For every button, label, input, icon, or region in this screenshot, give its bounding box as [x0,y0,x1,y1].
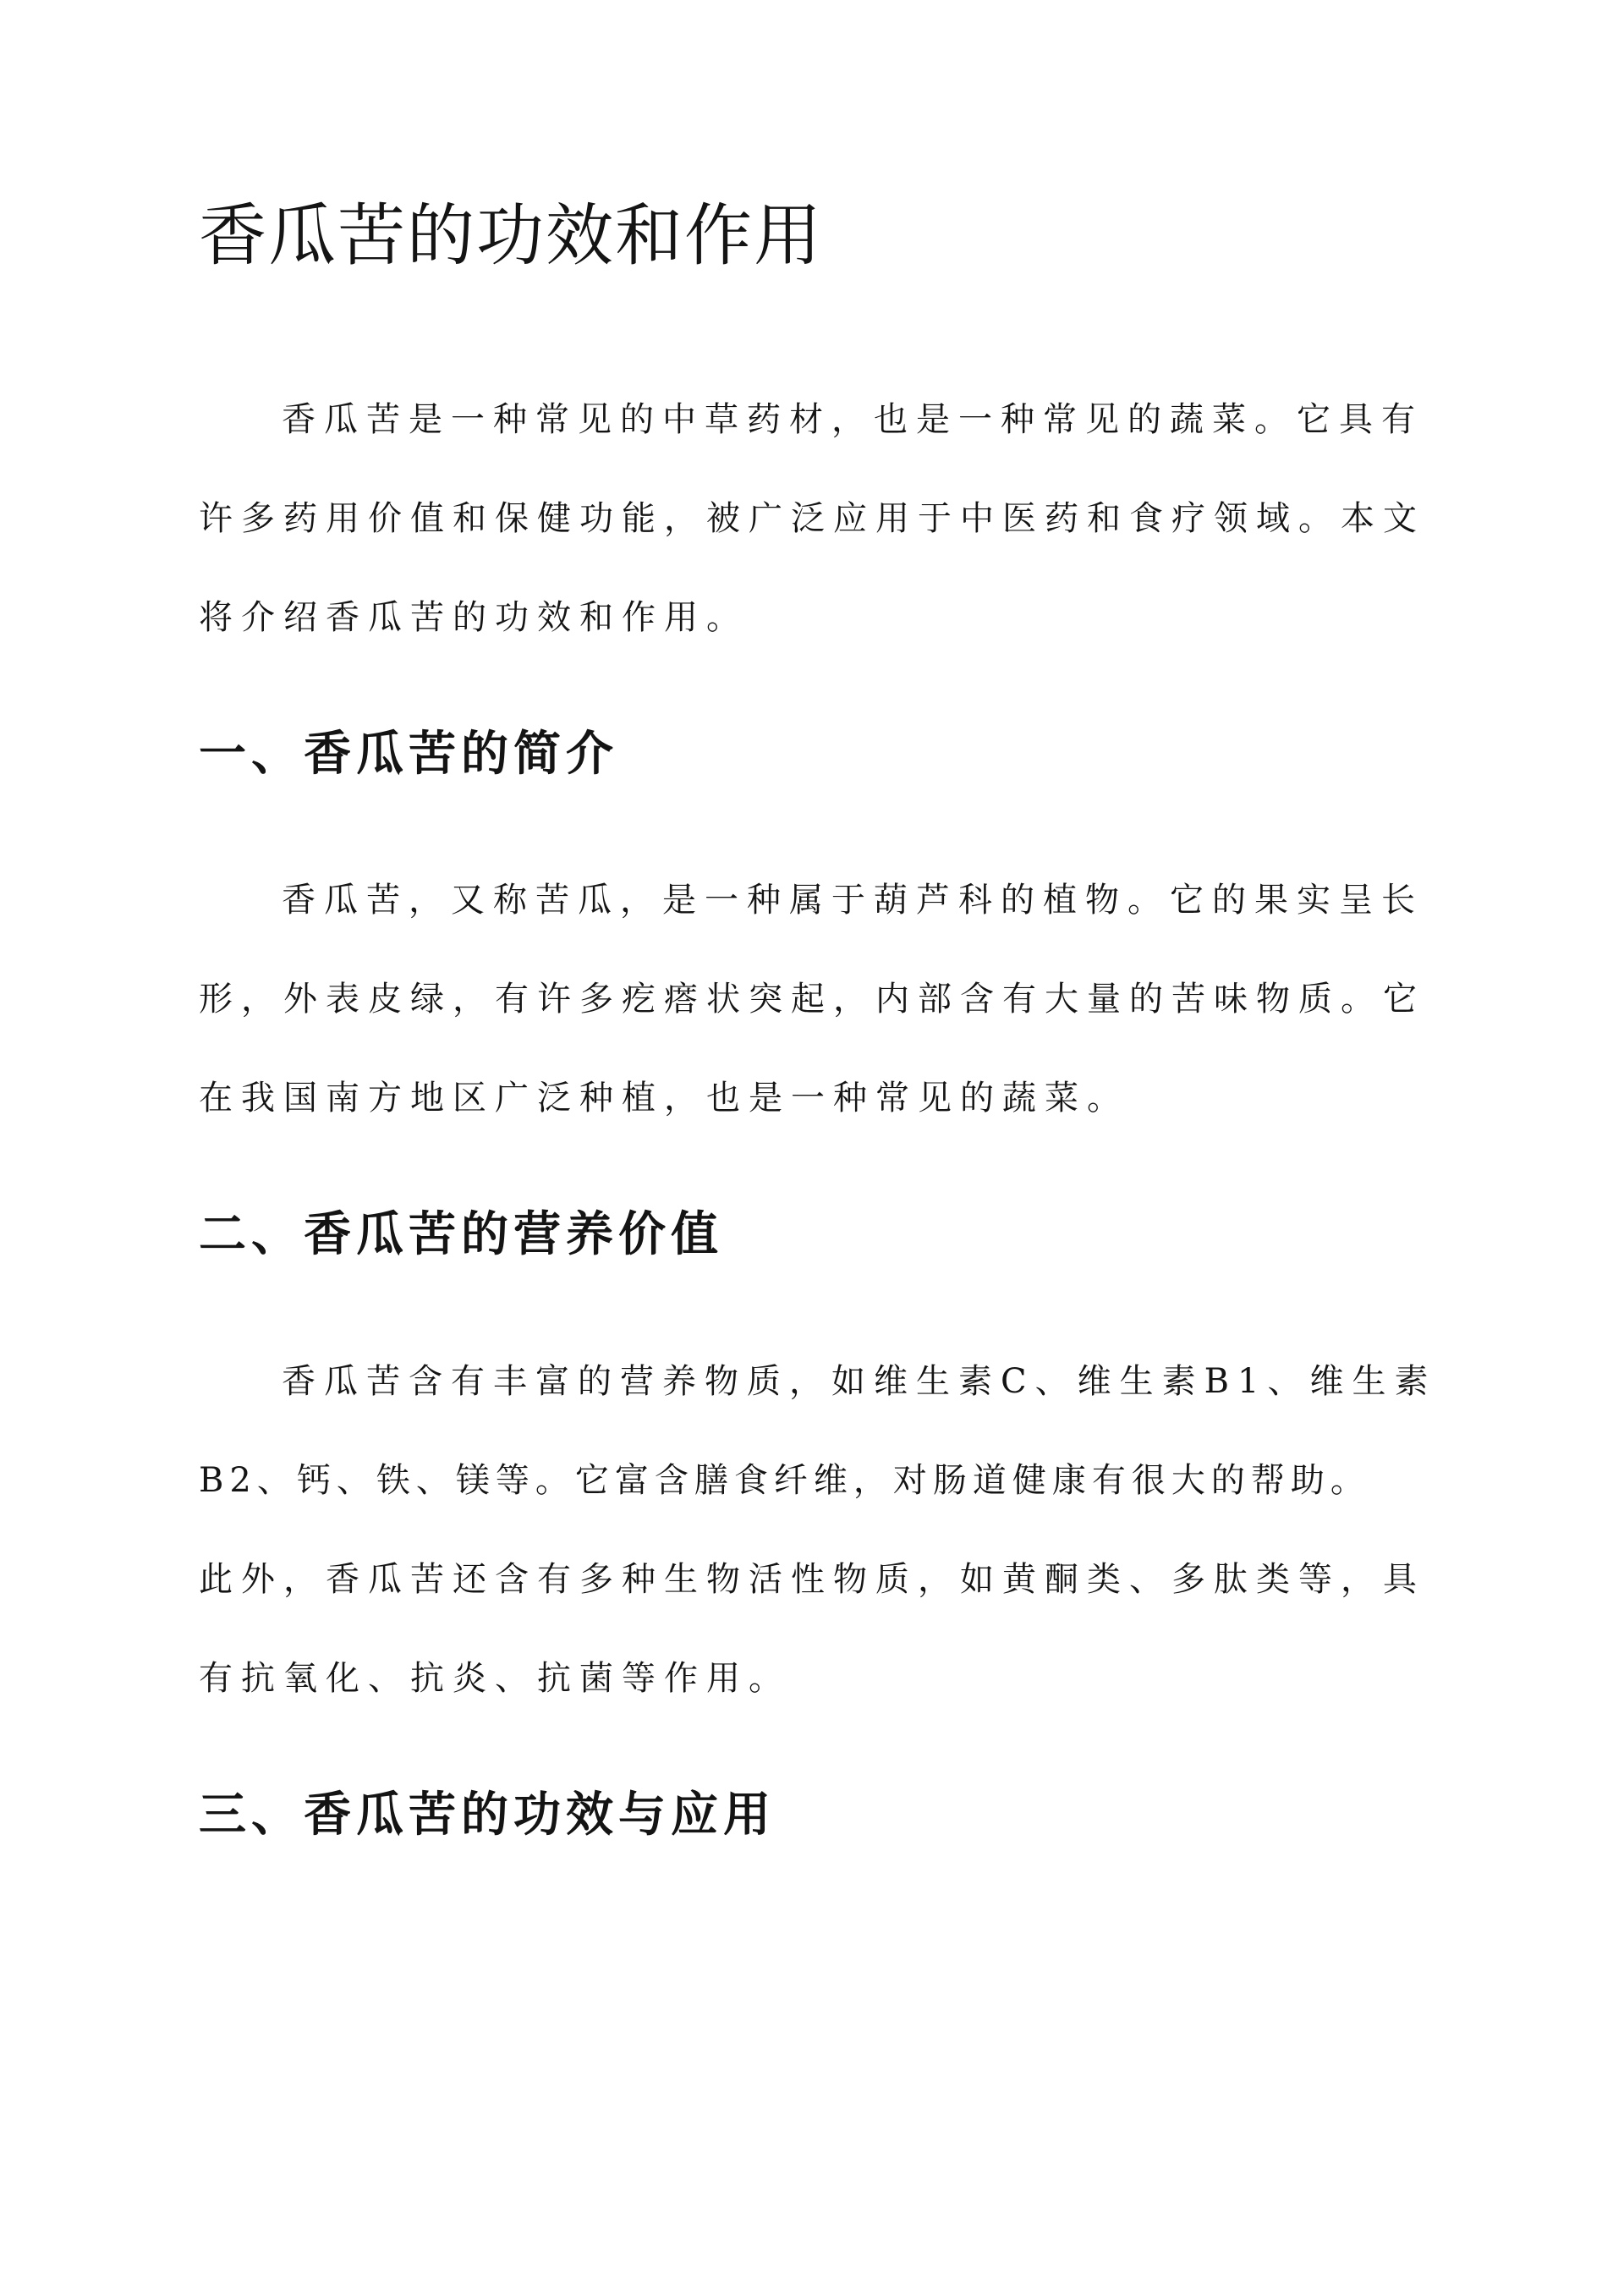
section-heading-introduction: 一、香瓜苦的简介 [199,726,618,782]
paragraph-line: 在我国南方地区广泛种植，也是一种常见的蔬菜。 [199,1079,1129,1118]
paragraph-line: 香瓜苦是一种常见的中草药材，也是一种常见的蔬菜。它具有 [282,400,1424,439]
paragraph-line: 此外，香瓜苦还含有多种生物活性物质，如黄酮类、多肽类等，具 [199,1560,1425,1599]
paragraph-line: B2、钙、铁、镁等。它富含膳食纤维，对肠道健康有很大的帮助。 [199,1461,1370,1500]
paragraph-line: 将介绍香瓜苦的功效和作用。 [199,598,749,637]
paragraph-line: 有抗氧化、抗炎、抗菌等作用。 [199,1659,791,1698]
section-heading-nutrition: 二、香瓜苦的营养价值 [199,1206,723,1262]
document-title: 香瓜苦的功效和作用 [199,196,823,275]
intro-paragraph [199,371,1424,667]
paragraph-line: 香瓜苦，又称苦瓜，是一种属于葫芦科的植物。它的果实呈长 [282,881,1424,920]
paragraph-line: 许多药用价值和保健功能，被广泛应用于中医药和食疗领域。本文 [199,499,1425,538]
section-heading-effects: 三、香瓜苦的功效与应用 [199,1787,776,1843]
section-paragraph-nutrition [199,1332,1437,1728]
paragraph-line: 香瓜苦含有丰富的营养物质，如维生素C、维生素B1、维生素 [282,1362,1437,1401]
paragraph-line: 形，外表皮绿，有许多疙瘩状突起，内部含有大量的苦味物质。它 [199,980,1425,1019]
section-paragraph-introduction [199,851,1424,1148]
